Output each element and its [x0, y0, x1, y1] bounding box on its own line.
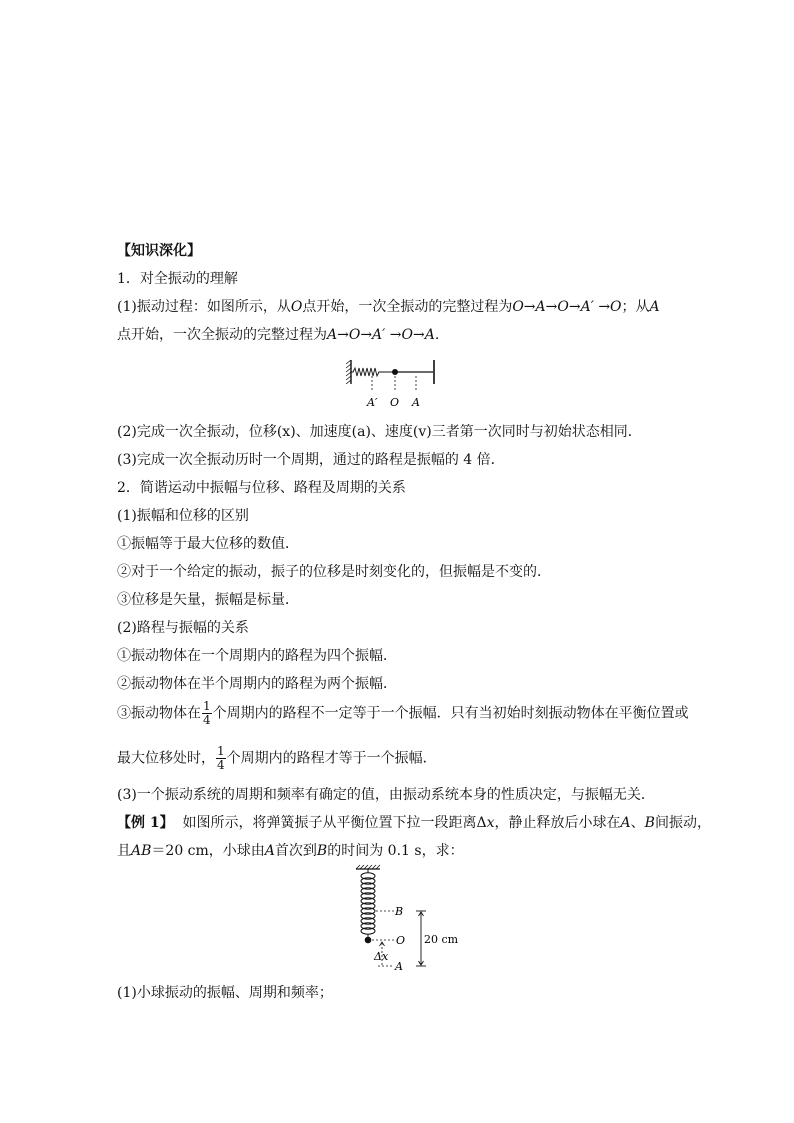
coil-spring [361, 873, 375, 934]
s2-path-item-3-line-1: ③振动物体在 $\frac{1}{4}$ 个周期内的路程不一定等于一个振幅．只有当初始时刻振动物体在平衡位置或 [117, 699, 689, 727]
spring [351, 368, 395, 376]
s2-path-item-2: ②振动物体在半个周期内的路程为两个振幅． [117, 676, 397, 692]
label-a: A [395, 960, 403, 973]
s1-paragraph-2: (2)完成一次全振动，位移(x)、加速度(a)、速度(v)三者第一次同时与初始状态相同． [117, 424, 642, 440]
fraction-quarter: $\frac{1}{4}$ [203, 699, 211, 727]
label-delta-x: Δx [374, 950, 389, 963]
label-o: O [390, 396, 400, 409]
label-b: B [395, 905, 404, 918]
s2-item-1: ①振幅等于最大位移的数值． [117, 536, 299, 552]
section-heading: 【知识深化】 [117, 243, 201, 259]
label-a-prime: A′ [367, 396, 378, 409]
s2-item-3: ③位移是矢量，振幅是标量． [117, 592, 299, 608]
s1-title: 1．对全振动的理解 [117, 271, 238, 287]
example-line-2: 且AB＝20 cm，小球由A首次到B的时间为 0.1 s，求： [117, 843, 464, 859]
oscillator-ball [392, 369, 398, 375]
label-o: O [396, 934, 406, 947]
s1-paragraph-1-line-1: (1)振动过程：如图所示，从O点开始，一次全振动的完整过程为O→A→O→A′ →O；从A [117, 299, 660, 315]
s2-sub2: (2)路程与振幅的关系 [117, 620, 249, 636]
s2-item-2: ②对于一个给定的振动，振子的位移是时刻变化的，但振幅是不变的． [117, 564, 551, 580]
label-a: A [412, 396, 420, 409]
label-20cm: 20 cm [424, 933, 459, 946]
s2-sub1: (1)振幅和位移的区别 [117, 508, 249, 524]
horizontal-spring-oscillator-figure [345, 356, 445, 412]
question-1: (1)小球振动的振幅、周期和频率； [117, 985, 333, 1001]
example-tag: 【例 1】 [117, 815, 174, 831]
s2-path-item-1: ①振动物体在一个周期内的路程为四个振幅． [117, 648, 397, 664]
s2-path-item-3-line-2: 最大位移处时， $\frac{1}{4}$ 个周期内的路程才等于一个振幅． [117, 744, 437, 772]
s1-paragraph-1-line-2: 点开始，一次全振动的完整过程为A→O→A′ →O→A. [117, 327, 440, 343]
vertical-spring-oscillator-figure [350, 864, 459, 976]
oscillator-ball [365, 937, 372, 944]
s2-title: 2．简谐运动中振幅与位移、路程及周期的关系 [117, 480, 406, 496]
fraction-quarter: $\frac{1}{4}$ [217, 744, 225, 772]
s2-paragraph-3: (3)一个振动系统的周期和频率有确定的值，由振动系统本身的性质决定，与振幅无关． [117, 787, 655, 803]
example-line-1: 【例 1】 如图所示，将弹簧振子从平衡位置下拉一段距离Δx，静止释放后小球在A、B间振动， [117, 815, 711, 831]
s1-paragraph-3: (3)完成一次全振动历时一个周期，通过的路程是振幅的 4 倍． [117, 452, 505, 468]
